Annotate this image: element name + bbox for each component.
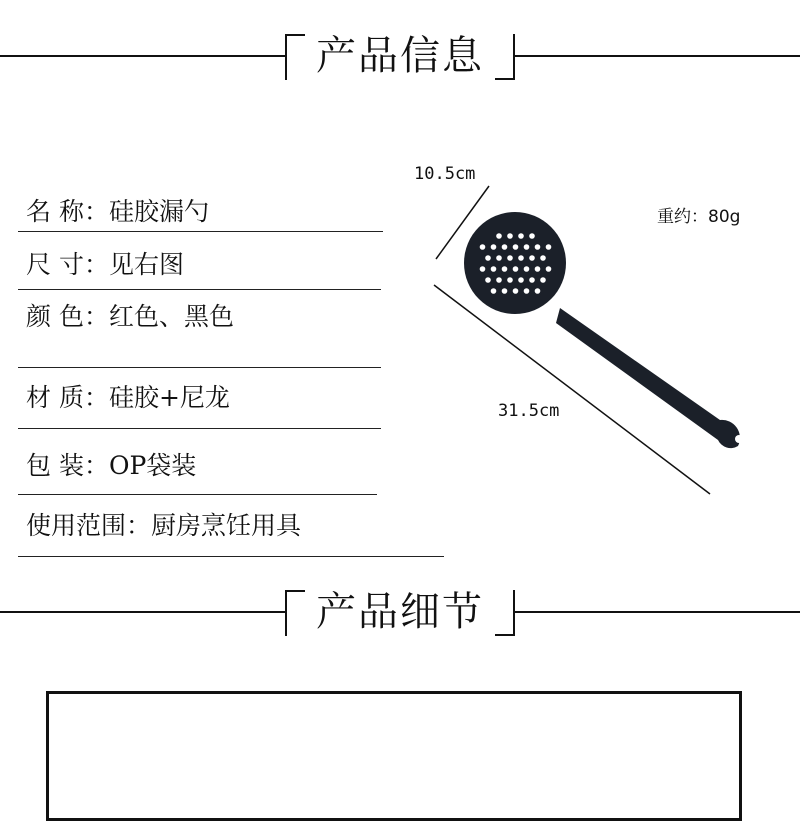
spec-value: OP袋装: [108, 451, 197, 480]
strainer-hole: [502, 288, 508, 294]
header-rule-right: [513, 611, 800, 613]
strainer-hole: [535, 288, 541, 294]
strainer-hole: [529, 255, 535, 261]
strainer-hole: [496, 255, 502, 261]
strainer-hole: [513, 266, 519, 272]
spec-sep: ：: [83, 197, 109, 226]
bracket-close: [495, 590, 515, 636]
spec-label: 颜 色: [26, 302, 84, 331]
section-header-detail: [0, 582, 800, 642]
spec-value: 硅胶漏勺: [108, 197, 209, 226]
strainer-hole: [513, 244, 519, 250]
strainer-hole: [507, 255, 513, 261]
spec-label: 包 装: [26, 451, 84, 480]
strainer-hole: [540, 277, 546, 283]
spec-label: 名 称: [26, 197, 84, 226]
strainer-hole: [502, 244, 508, 250]
strainer-hole: [518, 233, 524, 239]
strainer-hole: [546, 266, 552, 272]
hanging-hole: [735, 435, 743, 443]
strainer-hole: [491, 266, 497, 272]
header-rule-left: [0, 611, 285, 613]
strainer-hole: [485, 255, 491, 261]
strainer-hole: [496, 277, 502, 283]
strainer-hole: [491, 244, 497, 250]
spec-label: 材 质: [26, 383, 84, 412]
detail-frame: [46, 691, 742, 821]
width-label: 10.5cm: [414, 164, 476, 184]
spec-sep: ：: [126, 511, 152, 540]
strainer-hole: [485, 277, 491, 283]
strainer-hole: [535, 244, 541, 250]
strainer-hole: [502, 266, 508, 272]
spec-value: 厨房烹饪用具: [151, 511, 302, 540]
spec-sep: ：: [83, 250, 109, 279]
strainer-hole: [518, 255, 524, 261]
strainer-hole: [507, 233, 513, 239]
spec-value: 硅胶+尼龙: [108, 383, 230, 412]
strainer-hole: [540, 255, 546, 261]
spec-label: 尺 寸: [26, 250, 84, 279]
spec-value: 红色、黑色: [108, 302, 234, 331]
strainer-hole: [480, 266, 486, 272]
spec-label: 使用范围: [26, 511, 127, 540]
strainer-hole: [529, 277, 535, 283]
strainer-hole: [496, 233, 502, 239]
strainer-hole: [524, 288, 530, 294]
spec-sep: ：: [83, 451, 109, 480]
strainer-hole: [518, 277, 524, 283]
ladle-head: [464, 212, 566, 314]
strainer-hole: [480, 244, 486, 250]
spec-value: 见右图: [108, 250, 184, 279]
spec-sep: ：: [83, 383, 109, 412]
section-title: 产品信息: [316, 33, 484, 79]
spec-sep: ：: [83, 302, 109, 331]
strainer-hole: [529, 233, 535, 239]
strainer-hole: [535, 266, 541, 272]
strainer-hole: [507, 277, 513, 283]
length-label: 31.5cm: [498, 401, 560, 421]
section-title: 产品细节: [316, 589, 484, 635]
strainer-hole: [491, 288, 497, 294]
ladle-handle: [556, 308, 740, 448]
strainer-hole: [546, 244, 552, 250]
strainer-hole: [513, 288, 519, 294]
strainer-hole: [524, 266, 530, 272]
strainer-hole: [524, 244, 530, 250]
weight-label: 重约：80g: [657, 207, 741, 227]
